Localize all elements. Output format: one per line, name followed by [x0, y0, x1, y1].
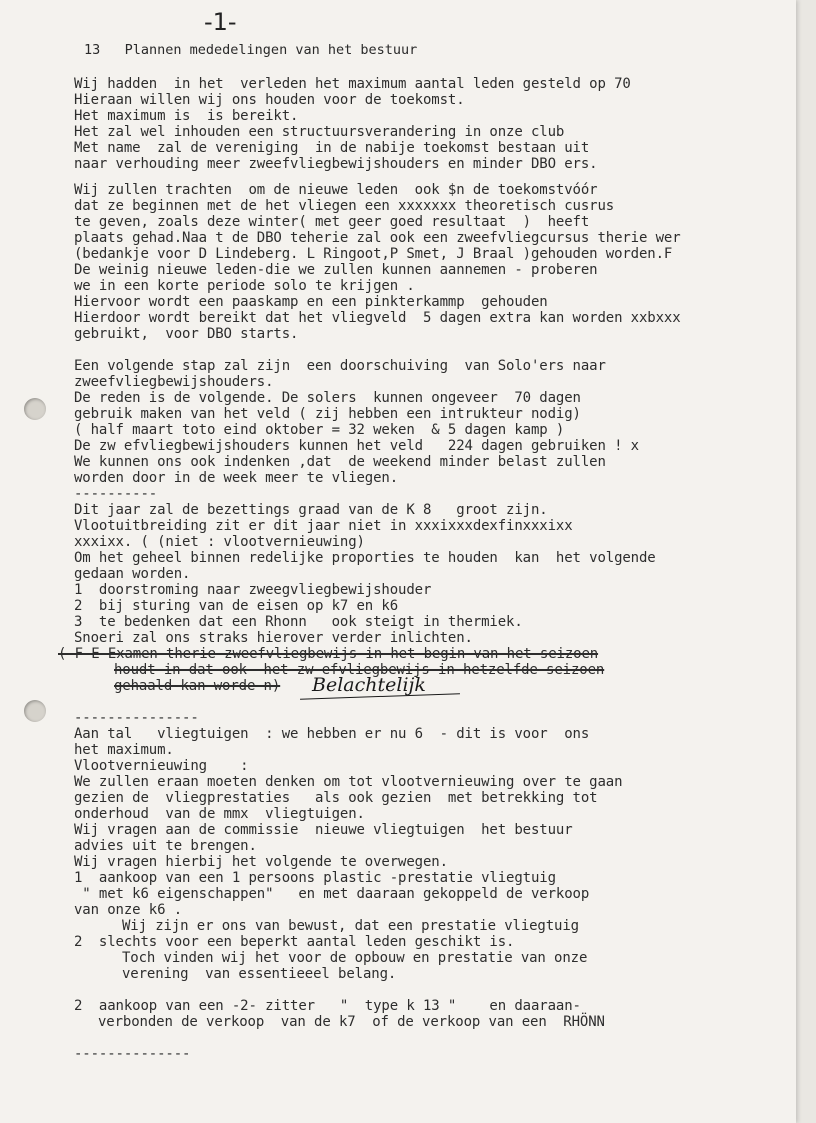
text-line: ----------: [74, 486, 158, 502]
text-line: Wij hadden in het verleden het maximum aantal leden gesteld op 70: [74, 76, 631, 92]
text-line: gedaan worden.: [74, 566, 191, 582]
text-line: Wij vragen hierbij het volgende te overwegen.: [74, 854, 448, 870]
text-line: Wij zijn er ons van bewust, dat een prestatie vliegtuig: [122, 918, 579, 934]
text-line: Met name zal de vereniging in de nabije toekomst bestaan uit: [74, 140, 590, 156]
text-line: Toch vinden wij het voor de opbouw en prestatie van onze: [122, 950, 588, 966]
text-line: verbonden de verkoop van de k7 of de verkoop van een RHÖNN: [98, 1014, 605, 1030]
text-line: Vlootvernieuwing :: [74, 758, 249, 774]
text-line: Dit jaar zal de bezettings graad van de K 8 groot zijn.: [74, 502, 548, 518]
text-line: Het maximum is is bereikt.: [74, 108, 299, 124]
text-line: naar verhouding meer zweefvliegbewijshouders en minder DBO ers.: [74, 156, 598, 172]
text-line: Hierdoor wordt bereikt dat het vliegveld 5 dagen extra kan worden xxbxxx: [74, 310, 681, 326]
text-line: verening van essentieeel belang.: [122, 966, 397, 982]
text-line: Snoeri zal ons straks hierover verder inlichten.: [74, 630, 473, 646]
text-line: dat ze beginnen met de het vliegen een xxxxxxx theoretisch cusrus: [74, 198, 615, 214]
text-line: gezien de vliegprestaties als ook gezien met betrekking tot: [74, 790, 598, 806]
text-line: De weinig nieuwe leden-die we zullen kunnen aannemen - proberen: [74, 262, 598, 278]
text-line: 3 te bedenken dat een Rhonn ook steigt in thermiek.: [74, 614, 523, 630]
text-line: ---------------: [74, 710, 199, 726]
section-heading: 13 Plannen mededelingen van het bestuur: [84, 42, 418, 58]
text-line: (bedankje voor D Lindeberg. L Ringoot,P Smet, J Braal )gehouden worden.F: [74, 246, 673, 262]
text-line: ( F E Examen therie zweefvliegbewijs in het begin van het seizoen: [58, 646, 599, 662]
text-line: het maximum.: [74, 742, 174, 758]
text-line: 1 aankoop van een 1 persoons plastic -prestatie vliegtuig: [74, 870, 556, 886]
text-line: onderhoud van de mmx vliegtuigen.: [74, 806, 365, 822]
text-line: ( half maart toto eind oktober = 32 weken & 5 dagen kamp ): [74, 422, 565, 438]
text-line: --------------: [74, 1046, 191, 1062]
text-line: Een volgende stap zal zijn een doorschuiving van Solo'ers naar: [74, 358, 606, 374]
text-line: Wij zullen trachten om de nieuwe leden ook $n de toekomstvóór: [74, 182, 598, 198]
text-line: De zw efvliegbewijshouders kunnen het veld 224 dagen gebruiken ! x: [74, 438, 639, 454]
text-line: Het zal wel inhouden een structuursverandering in onze club: [74, 124, 565, 140]
text-line: xxxixx. ( (niet : vlootvernieuwing): [74, 534, 365, 550]
text-line: 2 slechts voor een beperkt aantal leden geschikt is.: [74, 934, 515, 950]
text-line: gehaald kan worde n): [114, 678, 281, 694]
text-line: 2 bij sturing van de eisen op k7 en k6: [74, 598, 399, 614]
page-number: -1-: [204, 8, 237, 36]
text-line: plaats gehad.Naa t de DBO teherie zal ook een zweefvliegcursus therie wer: [74, 230, 681, 246]
text-line: we in een korte periode solo te krijgen .: [74, 278, 415, 294]
text-line: gebruikt, voor DBO starts.: [74, 326, 299, 342]
text-line: gebruik maken van het veld ( zij hebben een intrukteur nodig): [74, 406, 581, 422]
text-line: houdt in dat ook het zw efvliegbewijs in hetzelfde seizoen: [114, 662, 605, 678]
text-line: De reden is de volgende. De solers kunnen ongeveer 70 dagen: [74, 390, 581, 406]
text-line: van onze k6 .: [74, 902, 183, 918]
handwritten-signature: Belachtelijk: [312, 674, 426, 696]
text-line: Wij vragen aan de commissie nieuwe vliegtuigen het bestuur: [74, 822, 573, 838]
text-line: 2 aankoop van een -2- zitter " type k 13 " en daaraan-: [74, 998, 581, 1014]
text-line: Hiervoor wordt een paaskamp en een pinkterkammp gehouden: [74, 294, 548, 310]
text-line: te geven, zoals deze winter( met geer goed resultaat ) heeft: [74, 214, 590, 230]
text-line: " met k6 eigenschappen" en met daaraan gekoppeld de verkoop: [74, 886, 590, 902]
text-line: We kunnen ons ook indenken ,dat de weekend minder belast zullen: [74, 454, 606, 470]
text-line: worden door in de week meer te vliegen.: [74, 470, 399, 486]
text-line: advies uit te brengen.: [74, 838, 257, 854]
text-line: Aan tal vliegtuigen : we hebben er nu 6 - dit is voor ons: [74, 726, 590, 742]
text-line: 1 doorstroming naar zweegvliegbewijshouder: [74, 582, 432, 598]
text-line: Hieraan willen wij ons houden voor de toekomst.: [74, 92, 465, 108]
text-line: We zullen eraan moeten denken om tot vlootvernieuwing over te gaan: [74, 774, 623, 790]
text-line: Vlootuitbreiding zit er dit jaar niet in xxxixxxdexfinxxxixx: [74, 518, 573, 534]
text-line: Om het geheel binnen redelijke proporties te houden kan het volgende: [74, 550, 656, 566]
text-line: zweefvliegbewijshouders.: [74, 374, 274, 390]
